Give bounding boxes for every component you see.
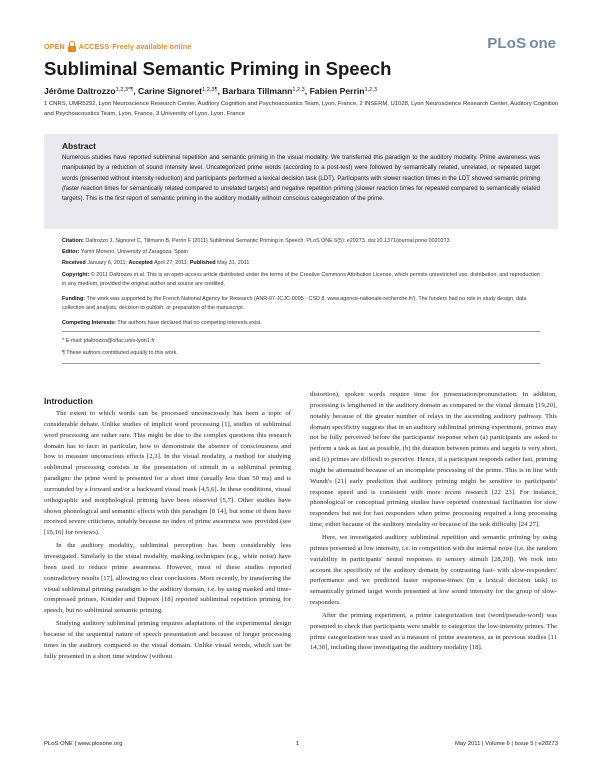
author-affil-marker: 1,2,3 xyxy=(292,87,305,93)
dates-line xyxy=(62,259,540,268)
email-line[interactable]: * E-mail: jdaltrozzo@olfac.univ-lyon1.fr xyxy=(62,338,155,344)
competing-label: Competing Interests: xyxy=(62,320,116,326)
author-affil-marker: 1,2,3*¶ xyxy=(115,87,134,93)
body-paragraph: In the auditory modality, subliminal perception has been considerably less investigated. Similarly to the visual modality, masking techniques (e.g., white noise) have been used to reduce prime awareness. However, most of these studies reported contradictory results [17], allowing no clear conclusions. More recently, by transferring the visual subliminal priming paradigm to the auditory domain, i.e. by using masked and time-compressed primes, Kouider and Dupoux [18] reported subliminal repetition priming for speech, but no subliminal semantic priming. xyxy=(44,542,291,615)
body-column-right xyxy=(310,390,557,654)
article-title: Subliminal Semantic Priming in Speech xyxy=(44,58,392,79)
copyright-text: © 2011 Daltrozzo et al. This is an open-access article distributed under the terms of the Creative Commons Attribution License, which permits unrestricted use, distribution, and reproduction in any medium, provided the original author and source are credited. xyxy=(62,272,540,287)
author-affil-marker: 1,2,3¶ xyxy=(202,87,218,93)
footer-journal-site[interactable]: PLoS ONE | www.plosone.org xyxy=(44,741,123,747)
citation-text: Daltrozzo J, Signoret C, Tillmann B, Perrin F (2011) Subliminal Semantic Priming in Speech. PLoS ONE 6(5): e20273. doi:10.1371/journal.pone.0020273 xyxy=(85,238,450,244)
abstract-heading: Abstract xyxy=(62,141,96,151)
funding-label: Funding: xyxy=(62,296,86,302)
page-number: 1 xyxy=(296,741,300,747)
citation-line xyxy=(62,237,540,246)
published-date: May 31, 2011 xyxy=(217,260,250,266)
funding-text: The work was supported by the French National Agency for Research (ANR-07-JCJC-0095 - CSD 8, www.agence-nationale-recherche.fr/). The funders had no role in study design, data collection and analysis, decision to publish, or preparation of the manuscript. xyxy=(62,296,527,311)
meta-divider-bottom xyxy=(62,363,540,364)
published-label: Published xyxy=(189,260,216,266)
author-name: Barbara Tillmann xyxy=(222,86,293,96)
author-affil-marker: 1,2,3 xyxy=(364,87,377,93)
footer-issue-info: May 2011 | Volume 6 | Issue 5 | e20273 xyxy=(454,741,558,747)
body-column-left xyxy=(44,409,291,662)
competing-line xyxy=(62,319,540,328)
accepted-label: Accepted xyxy=(128,260,153,266)
received-date: January 6, 2011; xyxy=(87,260,127,266)
received-label: Received xyxy=(62,260,86,266)
meta-divider xyxy=(62,331,540,332)
author-name: Fabien Perrin xyxy=(309,86,365,96)
introduction-heading: Introduction xyxy=(44,396,93,406)
open-access-label-2: ACCESS Freely available online xyxy=(78,41,192,51)
author-list: Jérôme Daltrozzo$^{1,2,3*\P}$, Carine Signoret$^{1,2,3\P}$, Barbara Tillmann$^{1,2,3}$, Fabien Perrin$^{1,2,3}$ xyxy=(44,86,377,96)
author-name: Carine Signoret xyxy=(138,86,203,96)
competing-text: The authors have declared that no competing interests exist. xyxy=(117,320,262,326)
abstract-text: Numerous studies have reported subliminal repetition and semantic priming in the visual modality. We transferred this paradigm to the auditory modality. Prime awareness was manipulated by a reduction of sound intensity level. Uncategorized prime words (according to a post-test) were followed by semantically related, unrelated, or repeated target words (presented without intensity reduction) and participants performed a lexical decision task (LDT). Participants with slower reaction times in the LDT showed semantic priming (faster reaction times for semantically related compared to unrelated targets) and negative repetition priming (slower reaction times for repeated compared to semantically related targets). This is the first report of semantic priming in the auditory modality without conscious categorization of the prime. xyxy=(62,155,540,203)
logo-plos-text: PLoS xyxy=(487,35,527,52)
open-access-banner[interactable] xyxy=(44,40,191,52)
body-paragraph: The extent to which words can be processed unconsciously has been a topic of considerable debate. Unlike studies of implicit word processing [1], studies of subliminal word processing are rather rare. This might be due to the complex questions this research domain has to face: in particular, how to demonstrate the absence of consciousness and how to measure unconscious effects [2,3]. In the visual modality, a method for studying subliminal processing consists in the presentation of stimuli in a subliminal priming paradigm: the prime word is presented for a short time (usually less than 50 ms) and is surrounded by a forward and/or a backward visual mask [4,5,6]. In these conditions, visual orthographic and morphological priming have been observed [5,7]. Other studies have shown phonological and semantic effects with this paradigm [8 14], but some of them have received severe criticisms, notably because no index of prime awareness was provided (see [15,16] for reviews). xyxy=(44,410,291,537)
body-paragraph: Studying auditory subliminal priming requires adaptations of the experimental design because of the sequential nature of speech presentation and because of longer processing times in the auditory compared to the visual domain. Unlike visual words, which can be fully presented in a short time window (without xyxy=(44,620,291,660)
citation-label: Citation: xyxy=(62,238,84,244)
equal-contribution-note: ¶ These authors contributed equally to this work. xyxy=(62,350,178,356)
affiliations: 1 CNRS, UMR5292, Lyon Neuroscience Research Center, Auditory Cognition and Psychoacoustics Team, Lyon, France, 2 INSERM, U1028, Lyon Neuroscience Research Center, Auditory Cognition and Psychoacoustics Team, Lyon, France, 3 University of Lyon, Lyon, France xyxy=(44,101,559,117)
copyright-label: Copyright: xyxy=(62,272,90,278)
editor-line xyxy=(62,248,540,257)
author-name: Jérôme Daltrozzo xyxy=(44,86,116,96)
editor-text: Yamir Moreno, University of Zaragoza, Spain xyxy=(80,249,188,255)
body-paragraph: Here, we investigated auditory subliminal repetition and semantic priming by using primes presented at low intensity, i.e. in competition with the internal noise (i.e. the random variability in participants' neural responses to sensory stimuli [28,29]). We took into account the specificity of the auditory domain by contrasting fast- with slow-responders' performance and we predicted faster response-times (in a lexical decision task) to semantically primed target words presented at low sound intensity for the group of slow-responders. xyxy=(310,533,557,607)
open-access-label: OPEN xyxy=(44,41,65,51)
editor-label: Editor: xyxy=(62,249,80,255)
body-paragraph: After the priming experiment, a prime categorization test (word/pseudo-word) was presented to check that participants were unable to categorize the low-intensity primes. The prime categorization was used as a measure of prime awareness, as in previous studies [11 14,30], including those investigating the auditory modality [18]. xyxy=(310,611,557,652)
padlock-open-icon xyxy=(68,41,76,52)
body-paragraph: distortion), spoken words require time for presentation/pronunciation. In addition, processing is lengthened in the auditory domain as compared to the visual domain [19,20], notably because of the greater number of relays in the ascending auditory pathway. This domain specificity suggests that in an auditory subliminal priming experiment, primes may not be fully perceived before the participants' response when (a) participants are asked to perform a task as fast as possible, (b) the duration between primes and targets is very short, and (c) primes are difficult to perceive. Hence, if a participant responds rather fast, priming might be attenuated because of an incomplete processing of the prime. This is in line with Wundt's [21] early prediction that auditory priming might be sensitive to participants' response speed and is consistent with more recent research [22 23]. For instance, phonological or conceptual priming studies have reported contextual facilitation for slow responders but not for fast responders when prime processing required a long processing time, either because of the auditory modality or because of the task difficulty [24 27]. xyxy=(310,391,557,529)
copyright-line xyxy=(62,271,540,289)
accepted-date: April 27, 2011; xyxy=(153,260,189,266)
funding-line xyxy=(62,295,540,313)
logo-one-text: one xyxy=(529,35,556,52)
plos-one-logo[interactable] xyxy=(487,35,556,52)
